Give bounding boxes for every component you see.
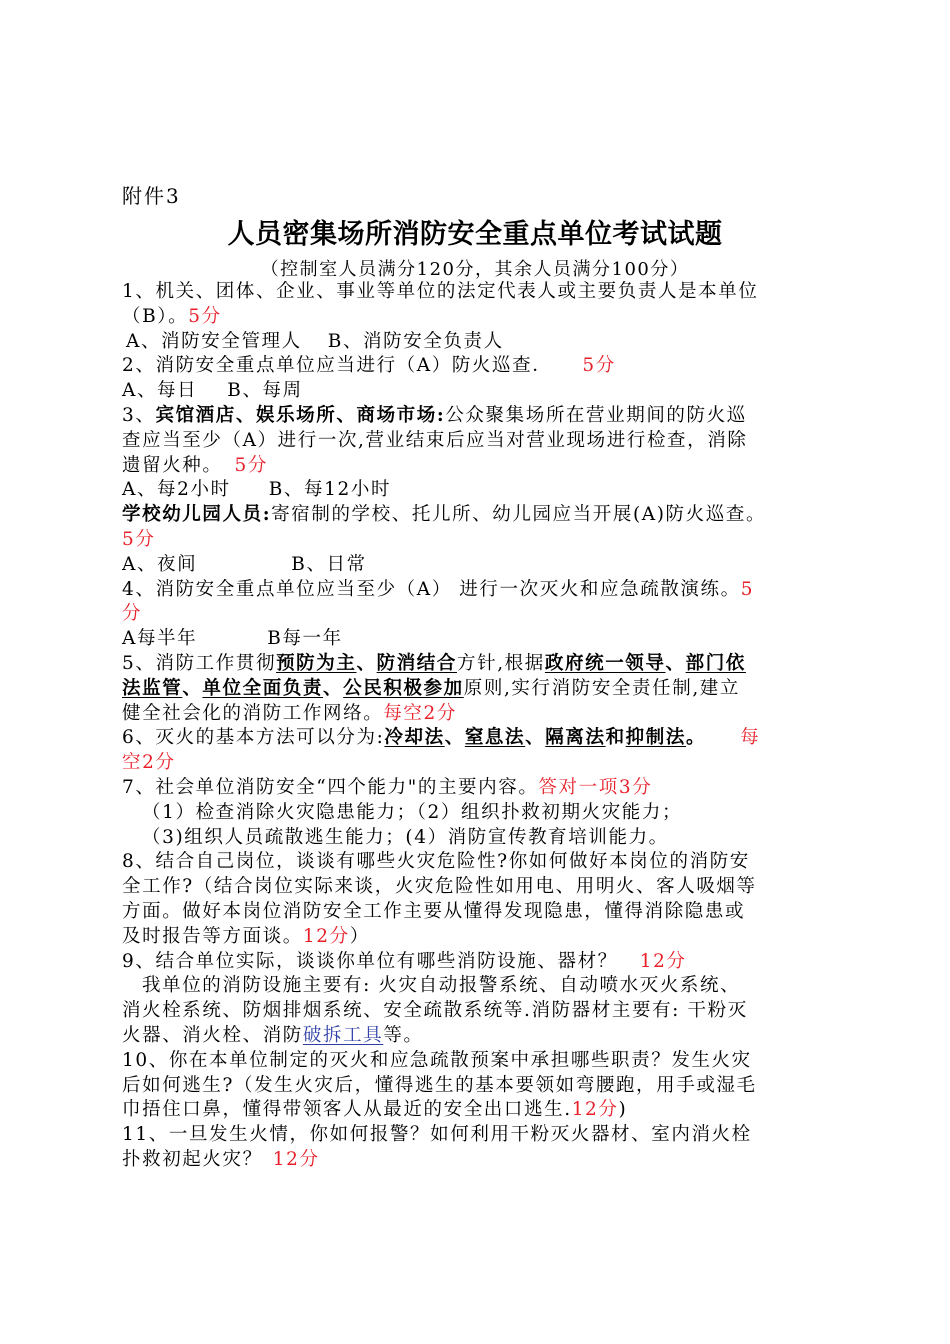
question-5-line-2 xyxy=(122,677,834,702)
answer-blank: 单位全面负责 xyxy=(202,677,324,699)
question-11-line-1 xyxy=(122,1123,834,1148)
question-9-answer: 我单位的消防设施主要有: 火灾自动报警系统、自动喷水灭火系统、 xyxy=(142,975,741,997)
question-8-line-3 xyxy=(122,900,834,925)
question-10-line-2 xyxy=(122,1074,834,1099)
separator: 、 xyxy=(444,727,465,749)
question-3-sub-score-line xyxy=(122,528,834,553)
demolition-tools-link[interactable]: 破拆工具 xyxy=(302,1024,384,1046)
question-5-text: 方针,根据 xyxy=(457,652,545,674)
question-5-text: 5、消防工作贯彻 xyxy=(122,652,277,674)
question-9-answer-1 xyxy=(122,974,834,999)
document-title: 人员密集场所消防安全重点单位考试试题 xyxy=(227,219,723,250)
answer-blank: 部门依 xyxy=(685,652,746,674)
question-1-answer: （B）。 xyxy=(122,305,189,327)
question-2-score: 5分 xyxy=(582,355,616,377)
question-2-line-1 xyxy=(122,354,834,379)
question-10-line-1 xyxy=(122,1049,834,1074)
question-9-line-1 xyxy=(122,950,834,975)
question-11-line-2 xyxy=(122,1148,834,1173)
question-5-score: 每空2分 xyxy=(383,702,457,724)
question-3-line-1 xyxy=(122,404,834,429)
answer-blank: 公民积极参加 xyxy=(343,677,464,699)
answer-blank: 政府统一领导 xyxy=(544,652,666,674)
answer-blank: 隔离法 xyxy=(545,727,606,749)
question-7-text: 7、社会单位消防安全“四个能力"的主要内容。 xyxy=(122,776,539,798)
question-4-line-1 xyxy=(122,578,834,603)
option-a: A、夜间 xyxy=(122,553,198,575)
annex-label: 附件3 xyxy=(122,184,181,208)
question-11-text: 扑救初起火灾？ xyxy=(122,1148,263,1170)
separator: 、 xyxy=(323,677,344,699)
question-11-score: 12分 xyxy=(272,1148,320,1170)
question-10-text: 10、你在本单位制定的灭火和应急疏散预案中承担哪些职责？发生火灾 xyxy=(122,1049,752,1071)
question-9-score: 12分 xyxy=(639,950,687,972)
question-10-score: 12分 xyxy=(571,1099,619,1121)
question-7-answer-2 xyxy=(122,826,834,851)
question-8-text: 8、结合自己岗位，谈谈有哪些火灾危险性?你如何做好本岗位的消防安 xyxy=(122,851,750,873)
question-7-line-1 xyxy=(122,776,834,801)
option-b: B、日常 xyxy=(291,553,367,575)
question-8-line-1 xyxy=(122,850,834,875)
question-1-options xyxy=(122,330,834,355)
question-2-text: 2、消防安全重点单位应当进行（A）防火巡查． xyxy=(122,355,553,377)
question-8-text: ） xyxy=(349,925,370,947)
question-9-answer-3 xyxy=(122,1024,834,1049)
separator: 和 xyxy=(605,727,626,749)
question-9-answer: 等。 xyxy=(383,1024,424,1046)
question-8-line-4 xyxy=(122,925,834,950)
question-3-sub-line xyxy=(122,503,834,528)
answer-blank: 冷却法 xyxy=(384,727,445,749)
question-9-answer: 火器、消火栓、消防 xyxy=(122,1024,303,1046)
option-b: B每一年 xyxy=(267,628,343,650)
question-3-line-2 xyxy=(122,429,834,454)
question-4-text: 4、消防安全重点单位应当至少（A） 进行一次灭火和应急疏散演练。 xyxy=(122,578,741,600)
answer-blank: 防消结合 xyxy=(376,652,457,674)
question-number: 3、 xyxy=(122,404,156,426)
question-9-text: 9、结合单位实际，谈谈你单位有哪些消防设施、器材？ xyxy=(122,950,618,972)
question-3-line-3 xyxy=(122,454,834,479)
option-a: A、每2小时 xyxy=(122,479,231,501)
question-8-score: 12分 xyxy=(302,925,350,947)
answer-blank: 窒息法 xyxy=(464,727,526,749)
question-11-text: 11、一旦发生火情，你如何报警？如何利用干粉灭火器材、室内消火栓 xyxy=(122,1124,752,1146)
option-b: B、每周 xyxy=(227,380,303,402)
question-1-line-1 xyxy=(122,280,834,305)
question-3-sub-options xyxy=(122,553,834,578)
question-9-answer-2 xyxy=(122,999,834,1024)
question-6-line-1 xyxy=(122,726,834,751)
question-1-text: 1、机关、团体、企业、事业等单位的法定代表人或主要负责人是本单位 xyxy=(122,281,759,302)
separator: 、 xyxy=(182,677,203,699)
question-4-score: 5 xyxy=(740,578,755,600)
answer-blank: 预防为主 xyxy=(276,652,357,674)
question-3-sub-score: 5分 xyxy=(122,528,156,550)
option-a: A、每日 xyxy=(122,380,198,402)
question-8-text: 全工作?（结合岗位实际来谈，火灾危险性如用电、用明火、客人吸烟等 xyxy=(122,876,757,898)
question-5-line-3 xyxy=(122,702,834,727)
score-note: （控制室人员满分120分，其余人员满分100分） xyxy=(260,259,690,280)
question-8-text: 及时报告等方面谈。 xyxy=(122,925,303,947)
question-3-sub-category: 学校幼儿园人员: xyxy=(122,504,272,526)
separator: 、 xyxy=(665,652,686,674)
answer-blank: 法监管 xyxy=(122,677,183,699)
question-7-score: 答对一项3分 xyxy=(538,776,653,798)
question-10-text: 巾捂住口鼻，懂得带领客人从最近的安全出口逃生. xyxy=(122,1099,572,1121)
question-6-score: 每 xyxy=(740,727,761,749)
question-3-score: 5分 xyxy=(234,454,268,476)
question-10-line-3 xyxy=(122,1098,834,1123)
question-1-score: 5分 xyxy=(188,305,222,327)
question-3-options xyxy=(122,478,834,503)
question-3-sub-text: 寄宿制的学校、托儿所、幼儿园应当开展(A)防火巡查。 xyxy=(271,504,767,526)
question-3-category: 宾馆酒店、娱乐场所、商场市场: xyxy=(155,404,446,426)
question-6-line-2 xyxy=(122,751,834,776)
question-5-text: 原则,实行消防安全责任制,建立 xyxy=(463,677,741,699)
question-9-answer: 消火栓系统、防烟排烟系统、安全疏散系统等.消防器材主要有: 干粉灭 xyxy=(122,1000,748,1022)
option-b: B、每12小时 xyxy=(268,479,392,501)
question-4-line-2 xyxy=(122,602,834,627)
option-a: A、消防安全管理人 xyxy=(126,330,302,352)
question-7-answer: （1）检查消除火灾隐患能力；（2）组织扑救初期火灾能力； xyxy=(142,801,683,823)
option-a: A每半年 xyxy=(122,628,198,650)
question-10-text: 后如何逃生?（发生火灾后，懂得逃生的基本要领如弯腰跑，用手或湿毛 xyxy=(122,1074,757,1096)
question-5-text: 健全社会化的消防工作网络。 xyxy=(122,702,384,724)
question-3-text: 遗留火种。 xyxy=(122,454,223,476)
question-8-text: 方面。做好本岗位消防安全工作主要从懂得发现隐患，懂得消除隐患或 xyxy=(122,900,746,922)
question-list xyxy=(122,280,834,1173)
question-2-options xyxy=(122,379,834,404)
option-b: B、消防安全负责人 xyxy=(327,330,504,352)
question-3-text: 查应当至少（A）进行一次,营业结束后应当对营业现场进行检查，消除 xyxy=(122,429,748,451)
question-6-score-cont: 空2分 xyxy=(122,752,176,774)
answer-blank: 抑制法 xyxy=(625,727,686,749)
question-1-line-2 xyxy=(122,305,834,330)
question-3-text: 公众聚集场所在营业期间的防火巡 xyxy=(445,404,747,426)
question-4-options xyxy=(122,627,834,652)
question-10-text: ) xyxy=(618,1099,628,1121)
separator: 、 xyxy=(356,652,377,674)
question-8-line-2 xyxy=(122,875,834,900)
question-7-answer-1 xyxy=(122,801,834,826)
separator: 。 xyxy=(685,727,707,749)
question-4-score-unit: 分 xyxy=(122,603,143,625)
question-5-line-1 xyxy=(122,652,834,677)
question-6-text: 6、灭火的基本方法可以分为: xyxy=(122,727,385,749)
question-7-answer: （3)组织人员疏散逃生能力；(4）消防宣传教育培训能力。 xyxy=(142,826,669,848)
separator: 、 xyxy=(525,727,546,749)
